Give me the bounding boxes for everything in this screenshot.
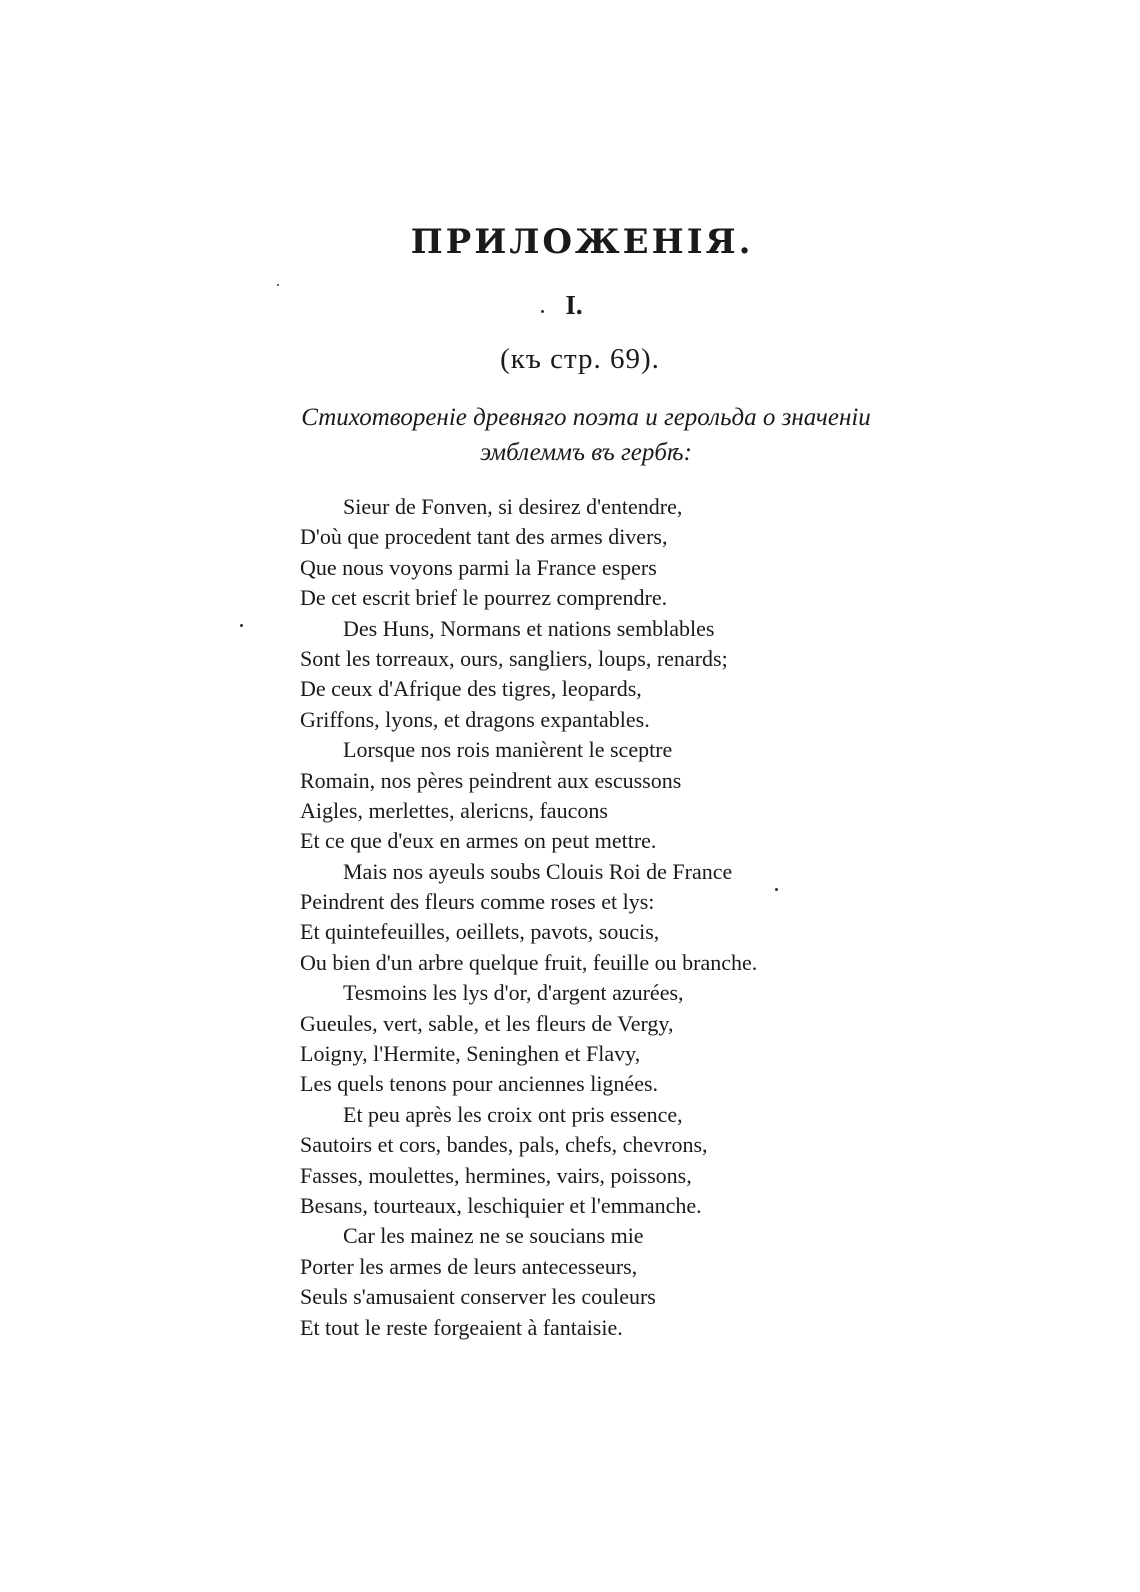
poem-line: Sont les torreaux, ours, sangliers, loups, renards; xyxy=(300,645,728,671)
poem-line: Fasses, moulettes, hermines, vairs, poissons, xyxy=(300,1162,692,1188)
poem-line: Sieur de Fonven, si desirez d'entendre, xyxy=(343,494,683,519)
section-title: ПРИЛОЖЕНІЯ. xyxy=(410,222,754,262)
poem-line: Besans, tourteaux, leschiquier et l'emmanche. xyxy=(300,1192,702,1218)
print-speck xyxy=(277,284,279,286)
poem-subtitle xyxy=(16,400,1140,470)
print-speck xyxy=(240,624,243,627)
poem-line: Sautoirs et cors, bandes, pals, chefs, chevrons, xyxy=(300,1132,708,1158)
poem-line: Et ce que d'eux en armes on peut mettre. xyxy=(300,828,657,854)
poem-line: Lorsque nos rois manièrent le sceptre xyxy=(343,737,673,763)
poem-line: Gueules, vert, sable, et les fleurs de Vergy, xyxy=(300,1010,674,1036)
poem-line: Et tout le reste forgeaient à fantaisie. xyxy=(300,1314,623,1340)
appendix-numeral: I. xyxy=(565,290,583,320)
poem-body xyxy=(300,492,940,1343)
print-speck xyxy=(541,310,544,313)
page-reference: (къ стр. 69). xyxy=(500,343,660,375)
poem-line: De cet escrit brief le pourrez comprendre. xyxy=(300,585,668,611)
poem-subtitle-line-2: эмблеммъ въ гербѣ: xyxy=(480,439,692,466)
poem-line: Porter les armes de leurs antecesseurs, xyxy=(300,1253,638,1279)
poem-line: Peindrent des fleurs comme roses et lys: xyxy=(300,889,655,915)
poem-line: Les quels tenons pour anciennes lignées. xyxy=(300,1071,659,1097)
poem-subtitle-line-1: Стихотвореніе древняго поэта и герольда о значеніи xyxy=(301,404,871,431)
poem-line: Et quintefeuilles, oeillets, pavots, soucis, xyxy=(300,919,660,945)
poem-line: Mais nos ayeuls soubs Clouis Roi de France xyxy=(343,858,733,884)
poem-line: Tesmoins les lys d'or, d'argent azurées, xyxy=(343,980,684,1006)
poem-line: Aigles, merlettes, alericns, faucons xyxy=(300,797,608,823)
poem-line: D'où que procedent tant des armes divers, xyxy=(300,524,668,550)
poem-line: Des Huns, Normans et nations semblables xyxy=(343,615,715,641)
poem-line: Romain, nos pères peindrent aux escussons xyxy=(300,767,682,793)
print-speck xyxy=(775,888,778,891)
poem-line: Seuls s'amusaient conserver les couleurs xyxy=(300,1284,656,1310)
poem-line: Ou bien d'un arbre quelque fruit, feuille ou branche. xyxy=(300,949,758,975)
poem-line: Que nous voyons parmi la France espers xyxy=(300,554,657,580)
poem-line: Loigny, l'Hermite, Seninghen et Flavy, xyxy=(300,1041,641,1067)
poem-line: Griffons, lyons, et dragons expantables. xyxy=(300,706,650,732)
poem-line: De ceux d'Afrique des tigres, leopards, xyxy=(300,676,642,702)
poem-line: Car les mainez ne se soucians mie xyxy=(343,1223,644,1249)
poem-line: Et peu après les croix ont pris essence, xyxy=(343,1101,683,1127)
